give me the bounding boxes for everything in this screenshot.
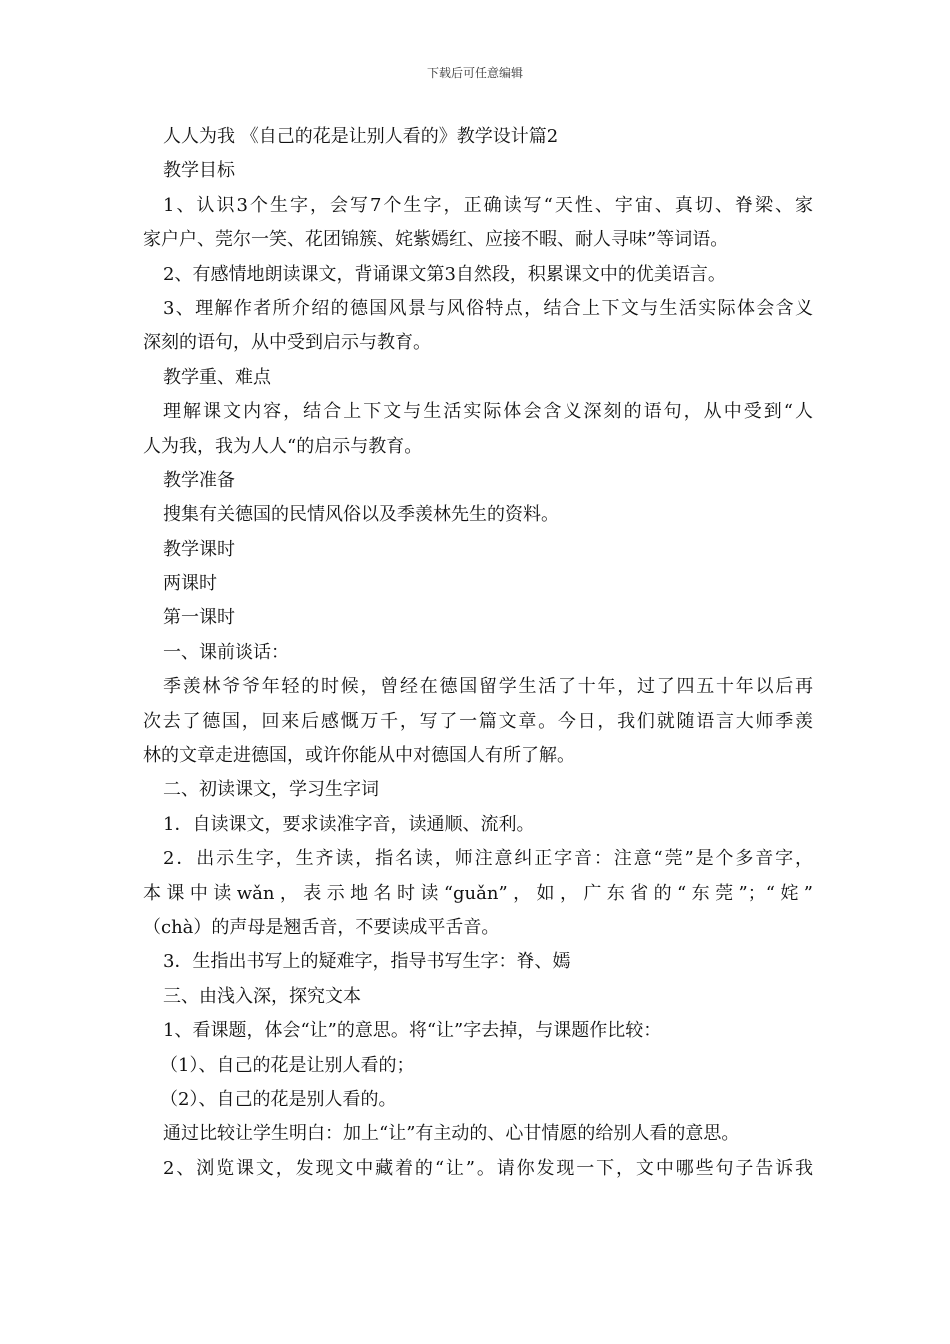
paragraph-line: 深刻的语句，从中受到启示与教育。 — [143, 332, 431, 354]
paragraph-line: 3、理解作者所介绍的德国风景与风俗特点，结合上下文与生活实际体会含义 — [163, 297, 813, 319]
paragraph-line: 1、看课题，体会“让”的意思。将“让”字去掉，与课题作比较： — [163, 1020, 662, 1042]
paragraph-line: 两课时 — [163, 573, 217, 595]
paragraph-line: 人为我，我为人人“的启示与教育。 — [143, 435, 423, 457]
paragraph-line: 搜集有关德国的民情风俗以及季羡林先生的资料。 — [163, 504, 559, 526]
paragraph-line: 本课中读wǎn，表示地名时读“guǎn”，如，广东省的“东莞”；“姹” — [143, 882, 813, 904]
list-item: （2）、自己的花是别人看的。 — [160, 1088, 397, 1110]
paragraph-line: （chà）的声母是翘舌音，不要读成平舌音。 — [143, 916, 500, 938]
paragraph-line: 2、有感情地朗读课文，背诵课文第3自然段，积累课文中的优美语言。 — [163, 263, 726, 285]
section-heading: 第一课时 — [163, 607, 235, 629]
section-heading: 教学准备 — [163, 469, 235, 491]
section-heading: 三、由浅入深，探究文本 — [163, 985, 361, 1007]
section-heading: 教学课时 — [163, 538, 235, 560]
section-heading: 教学重、难点 — [163, 366, 271, 388]
paragraph-line: 次去了德国，回来后感慨万千，写了一篇文章。今日，我们就随语言大师季羡 — [143, 710, 813, 732]
paragraph-line: 林的文章走进德国，或许你能从中对德国人有所了解。 — [143, 745, 575, 767]
document-body — [143, 120, 813, 1186]
paragraph-line: 1．自读课文，要求读准字音，读通顺、流利。 — [163, 813, 535, 835]
section-heading: 教学目标 — [163, 160, 235, 182]
page-header: 下载后可任意编辑 — [426, 66, 523, 80]
section-heading: 一、课前谈话： — [163, 641, 289, 663]
paragraph-line: 2．出示生字，生齐读，指名读，师注意纠正字音：注意“莞”是个多音字， — [163, 848, 813, 870]
paragraph-line: 1、认识3个生字，会写7个生字，正确读写“天性、宇宙、真切、脊梁、家 — [163, 194, 813, 216]
paragraph-line: 理解课文内容，结合上下文与生活实际体会含义深刻的语句，从中受到“人 — [163, 401, 813, 423]
paragraph-line: 2、浏览课文，发现文中藏着的“让”。请你发现一下，文中哪些句子告诉我 — [163, 1157, 813, 1179]
paragraph-line: 3．生指出书写上的疑难字，指导书写生字：脊、嫣 — [163, 951, 571, 973]
paragraph-line: 季羡林爷爷年轻的时候，曾经在德国留学生活了十年，过了四五十年以后再 — [163, 676, 813, 698]
list-item: （1）、自己的花是让别人看的； — [160, 1054, 415, 1076]
paragraph-line: 家户户、莞尔一笑、花团锦簇、姹紫嫣红、应接不暇、耐人寻味”等词语。 — [143, 229, 729, 251]
document-title: 人人为我 《自己的花是让别人看的》教学设计篇2 — [163, 126, 559, 147]
section-heading: 二、初读课文，学习生字词 — [163, 779, 379, 801]
paragraph-line: 通过比较让学生明白：加上“让”有主动的、心甘情愿的给别人看的意思。 — [163, 1123, 740, 1145]
